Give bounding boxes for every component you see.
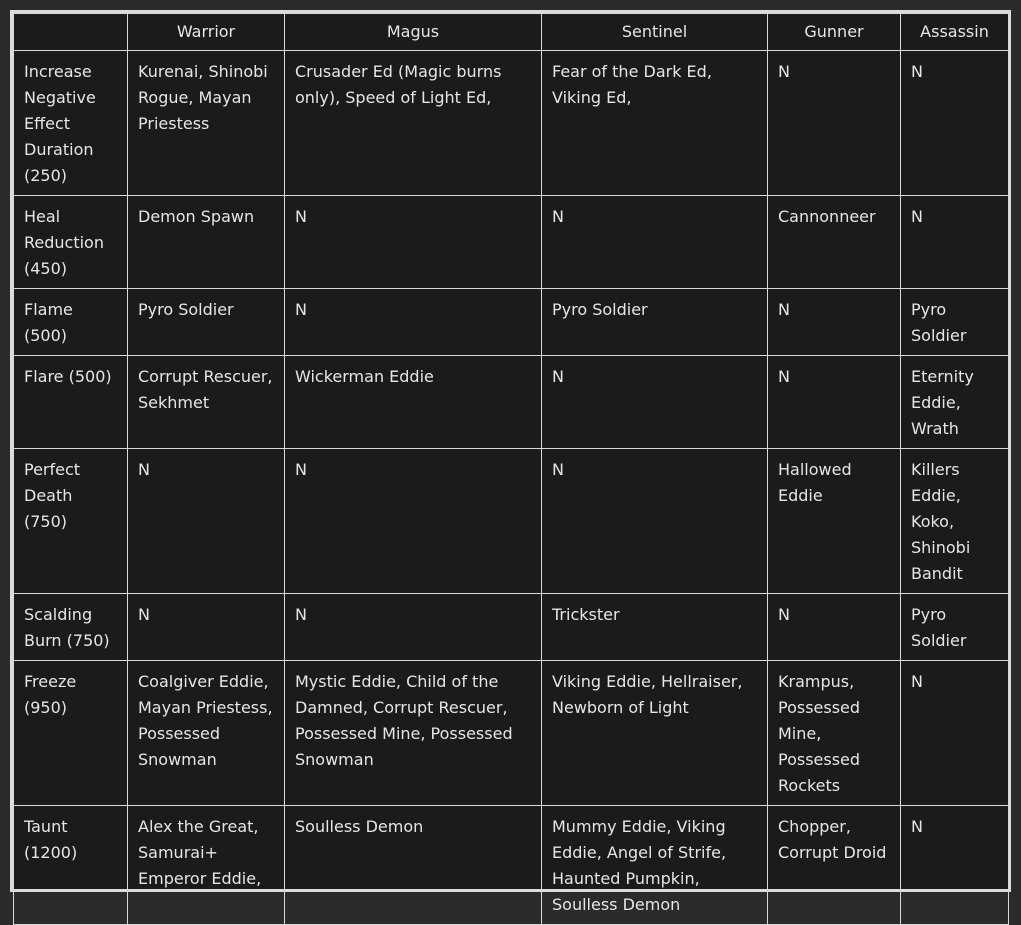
header-cell-corner: [14, 14, 128, 51]
table-cell: Viking Eddie, Hellraiser, Newborn of Light: [542, 661, 768, 806]
table-cell: N: [768, 289, 901, 356]
header-cell-warrior: Warrior: [128, 14, 285, 51]
table-row: [14, 594, 1009, 661]
table-cell: Krampus, Possessed Mine, Possessed Rockets: [768, 661, 901, 806]
table-cell: N: [901, 51, 1009, 196]
table-cell: Alex the Great, Samurai+ Emperor Eddie,: [128, 806, 285, 925]
table-row: [14, 196, 1009, 289]
table-cell: N: [768, 594, 901, 661]
table-cell: Demon Spawn: [128, 196, 285, 289]
table-cell: Chopper, Corrupt Droid: [768, 806, 901, 925]
table-cell: Hallowed Eddie: [768, 449, 901, 594]
table-row: [14, 661, 1009, 806]
table-cell: Wickerman Eddie: [285, 356, 542, 449]
table-cell: N: [542, 449, 768, 594]
row-label: Perfect Death (750): [14, 449, 128, 594]
row-label: Freeze (950): [14, 661, 128, 806]
table-cell: Cannonneer: [768, 196, 901, 289]
table-cell: N: [901, 661, 1009, 806]
header-cell-assassin: Assassin: [901, 14, 1009, 51]
table-cell: Killers Eddie, Koko, Shinobi Bandit: [901, 449, 1009, 594]
table-cell: N: [285, 594, 542, 661]
row-label: Taunt (1200): [14, 806, 128, 925]
table-cell: Mummy Eddie, Viking Eddie, Angel of Strife, Haunted Pumpkin, Soulless Demon: [542, 806, 768, 925]
header-cell-magus: Magus: [285, 14, 542, 51]
table-row: [14, 289, 1009, 356]
table-cell: Crusader Ed (Magic burns only), Speed of Light Ed,: [285, 51, 542, 196]
row-label: Heal Reduction (450): [14, 196, 128, 289]
table-cell: Pyro Soldier: [901, 594, 1009, 661]
table-cell: N: [128, 449, 285, 594]
table-cell: Eternity Eddie, Wrath: [901, 356, 1009, 449]
table-cell: N: [901, 196, 1009, 289]
table-cell: N: [542, 196, 768, 289]
row-label: Increase Negative Effect Duration (250): [14, 51, 128, 196]
table-cell: Mystic Eddie, Child of the Damned, Corrupt Rescuer, Possessed Mine, Possessed Snowman: [285, 661, 542, 806]
table-row: [14, 806, 1009, 925]
row-label: Scalding Burn (750): [14, 594, 128, 661]
table-cell: Soulless Demon: [285, 806, 542, 925]
table-cell: N: [128, 594, 285, 661]
table-cell: N: [285, 289, 542, 356]
table-cell: Fear of the Dark Ed, Viking Ed,: [542, 51, 768, 196]
table-cell: N: [768, 356, 901, 449]
table-cell: N: [768, 51, 901, 196]
effects-table: [13, 13, 1009, 925]
table-cell: N: [542, 356, 768, 449]
row-label: Flame (500): [14, 289, 128, 356]
table-cell: Trickster: [542, 594, 768, 661]
table-cell: Kurenai, Shinobi Rogue, Mayan Priestess: [128, 51, 285, 196]
table-row: [14, 449, 1009, 594]
table-row: [14, 356, 1009, 449]
table-cell: N: [901, 806, 1009, 925]
header-cell-gunner: Gunner: [768, 14, 901, 51]
header-row: [14, 14, 1009, 51]
table-frame: [10, 10, 1011, 914]
row-label: Flare (500): [14, 356, 128, 449]
table-cell: Pyro Soldier: [901, 289, 1009, 356]
table-cell: Corrupt Rescuer, Sekhmet: [128, 356, 285, 449]
table-cell: N: [285, 449, 542, 594]
table-cell: Coalgiver Eddie, Mayan Priestess, Possessed Snowman: [128, 661, 285, 806]
table-cell: N: [285, 196, 542, 289]
table-cell: Pyro Soldier: [542, 289, 768, 356]
table-row: [14, 51, 1009, 196]
table-cell: Pyro Soldier: [128, 289, 285, 356]
header-cell-sentinel: Sentinel: [542, 14, 768, 51]
